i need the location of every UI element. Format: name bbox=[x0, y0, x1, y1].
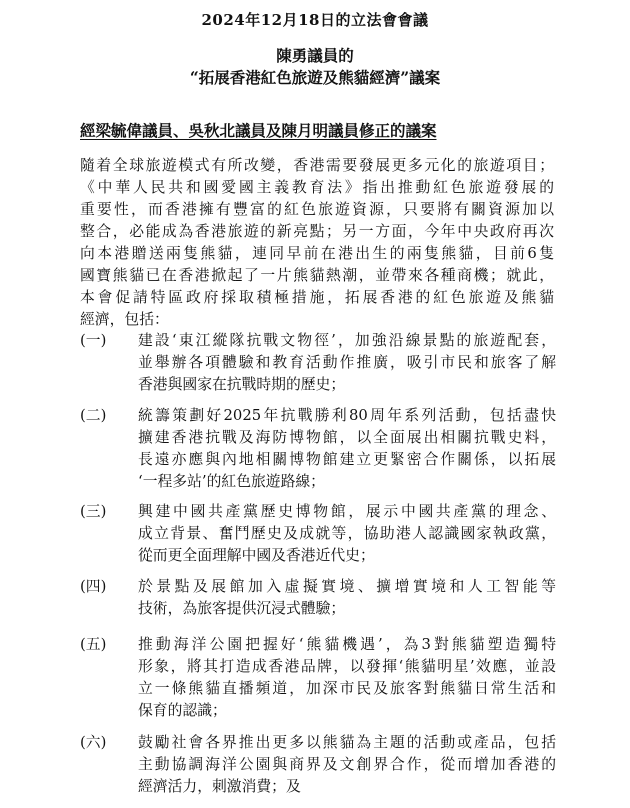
motion-mover: 陳勇議員的 bbox=[276, 46, 354, 65]
item-text bbox=[138, 330, 556, 396]
item-line: 統籌策劃好2025年抗戰勝利80周年系列活動，包括盡快 bbox=[138, 407, 556, 424]
item-line: 成立背景、奮鬥歷史及成就等，協助港人認識國家執政黨， bbox=[138, 525, 556, 542]
item-number: (五) bbox=[80, 636, 107, 653]
item-text bbox=[138, 405, 556, 493]
item-line: 鼓勵社會各界推出更多以熊貓為主題的活動或產品，包括 bbox=[138, 734, 556, 751]
preamble-line: 重要性，而香港擁有豐富的紅色旅遊資源，只要將有關資源加以 bbox=[80, 201, 554, 218]
item-number: (四) bbox=[80, 578, 107, 595]
item-line: 主動協調海洋公園與商界及文創界合作，從而增加香港的 bbox=[138, 756, 556, 773]
item-line: 香港與國家在抗戰時期的歷史； bbox=[138, 376, 346, 393]
item-line: ‘一程多站’的紅色旅遊路線； bbox=[138, 473, 325, 490]
item-line: 技術，為旅客提供沉浸式體驗； bbox=[138, 600, 346, 617]
preamble-line: 向本港贈送兩隻熊貓，連同早前在港出生的兩隻熊貓，目前6隻 bbox=[80, 245, 554, 262]
item-line: 保育的認識； bbox=[138, 702, 227, 719]
motion-title: “拓展香港紅色旅遊及熊貓經濟”議案 bbox=[189, 68, 441, 87]
item-line: 長遠亦應與內地相關博物館建立更緊密合作關係，以拓展 bbox=[138, 451, 556, 468]
item-line: 形象，將其打造成香港品牌，以發揮‘熊貓明星’效應，並設 bbox=[138, 658, 556, 675]
item-line: 興建中國共產黨歷史博物館，展示中國共產黨的理念、 bbox=[138, 503, 556, 520]
item-line: 推動海洋公園把握好‘熊貓機遇’，為3對熊貓塑造獨特 bbox=[138, 636, 556, 653]
item-number: (一) bbox=[80, 332, 107, 349]
preamble-paragraph bbox=[80, 155, 554, 331]
item-line: 於景點及展館加入虛擬實境、擴增實境和人工智能等 bbox=[138, 578, 556, 595]
item-number: (二) bbox=[80, 407, 107, 424]
item-line: 建設‘東江縱隊抗戰文物徑’，加強沿線景點的旅遊配套， bbox=[138, 332, 556, 349]
item-line: 並舉辦各項體驗和教育活動作推廣，吸引市民和旅客了解 bbox=[138, 354, 556, 371]
item-text bbox=[138, 576, 556, 620]
item-text bbox=[138, 634, 556, 722]
preamble-line: 整合，必能成為香港旅遊的新亮點；另一方面，今年中央政府再次 bbox=[80, 223, 554, 240]
preamble-line: 經濟，包括： bbox=[80, 311, 169, 328]
preamble-line: 國寶熊貓已在香港掀起了一片熊貓熱潮，並帶來各種商機；就此， bbox=[80, 267, 554, 284]
item-number: (三) bbox=[80, 503, 107, 520]
item-number: (六) bbox=[80, 734, 107, 751]
preamble-line: 隨着全球旅遊模式有所改變，香港需要發展更多元化的旅遊項目； bbox=[80, 157, 554, 174]
preamble-line: 《中華人民共和國愛國主義教育法》指出推動紅色旅遊發展的 bbox=[80, 179, 554, 196]
meeting-date-heading: 2024年12月18日的立法會會議 bbox=[201, 11, 429, 29]
item-line: 擴建香港抗戰及海防博物館，以全面展出相關抗戰史料， bbox=[138, 429, 556, 446]
item-line: 經濟活力，刺激消費；及 bbox=[138, 778, 301, 795]
item-line: 立一條熊貓直播頻道，加深市民及旅客對熊貓日常生活和 bbox=[138, 680, 556, 697]
preamble-line: 本會促請特區政府採取積極措施，拓展香港的紅色旅遊及熊貓 bbox=[80, 289, 554, 306]
item-line: 從而更全面理解中國及香港近代史； bbox=[138, 547, 375, 564]
amendment-heading: 經梁毓偉議員、吳秋北議員及陳月明議員修正的議案 bbox=[80, 121, 437, 140]
item-text bbox=[138, 501, 556, 567]
item-text bbox=[138, 732, 556, 798]
